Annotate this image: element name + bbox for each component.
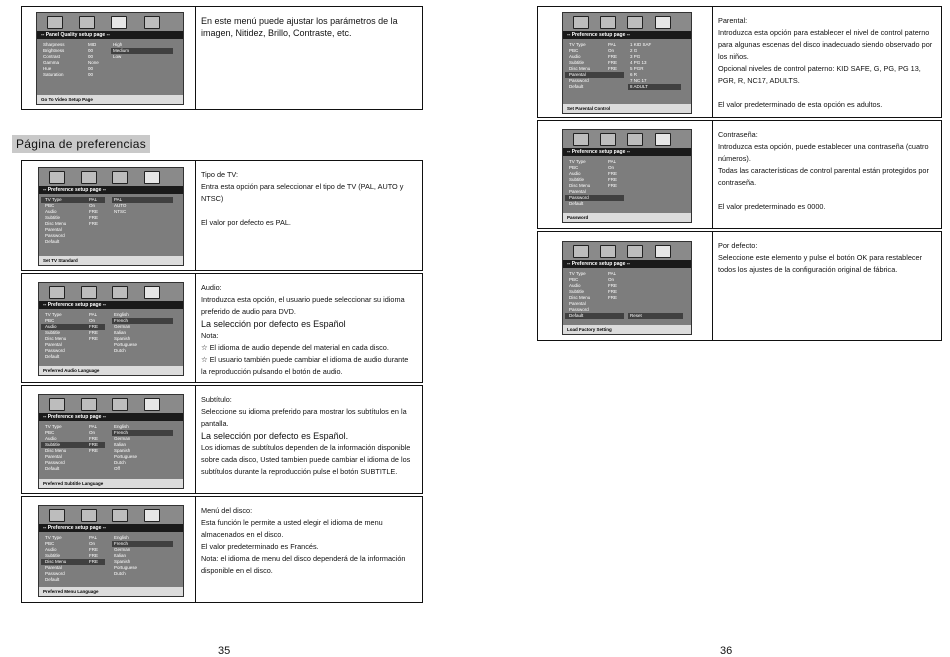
osd-setting-label: PBC	[45, 541, 55, 546]
osd-setting-label: TV Type	[569, 271, 586, 276]
osd-setting-value: FRE	[89, 336, 98, 341]
osd-icon-bar	[563, 13, 691, 31]
osd-option: English	[114, 312, 129, 317]
preference-setup-icon	[144, 171, 160, 184]
osd-setting-label: PBC	[45, 430, 55, 435]
osd-footer: Load Factory Setting	[563, 325, 691, 334]
item-line: Todas las características de control parental están protegidos por contraseña.	[718, 166, 929, 187]
osd-setting-value: FRE	[608, 283, 617, 288]
osd-option: 2 G	[630, 48, 638, 53]
osd-setting-label: PBC	[569, 165, 579, 170]
general-setup-icon	[49, 171, 65, 184]
item-line: Nota:	[201, 331, 219, 340]
osd-option: 6 R	[630, 72, 638, 77]
osd-setting-label: Audio	[45, 324, 57, 329]
osd-header: -- Preference setup page --	[563, 260, 691, 268]
item-line: El valor predeterminado es Francés.	[201, 542, 319, 551]
item-line: Entra esta opción para seleccionar el tipo de TV (PAL, AUTO y NTSC)	[201, 182, 404, 203]
osd-footer: Preferred Audio Language	[39, 366, 183, 375]
audio-setup-icon	[600, 16, 616, 29]
preference-setup-icon	[144, 509, 160, 522]
video-setup-icon	[112, 398, 128, 411]
osd-quality-screen	[36, 12, 184, 105]
osd-header: -- Preference setup page --	[39, 186, 183, 194]
osd-option: English	[114, 424, 129, 429]
osd-setting-label: Disc Menu	[45, 221, 67, 226]
osd-option: Portuguese	[114, 565, 138, 570]
osd-option: Portuguese	[114, 342, 138, 347]
subtitle-text	[195, 386, 422, 493]
page-36	[475, 0, 950, 657]
osd-setting-label: Contrast	[43, 54, 61, 59]
item-line: El valor predeterminado es 0000.	[718, 202, 826, 211]
osd-setting-label: Audio	[569, 54, 581, 59]
osd-option: French	[114, 430, 129, 435]
osd-setting-label: PBC	[45, 203, 55, 208]
osd-option: Dutch	[114, 571, 126, 576]
general-setup-icon	[573, 16, 589, 29]
osd-setting-label: Default	[45, 239, 60, 244]
osd-setting-label: Subtitle	[45, 330, 61, 335]
item-heading: Tipo de TV:	[201, 170, 239, 179]
preference-setup-icon	[144, 398, 160, 411]
osd-setting-label: Parental	[45, 565, 62, 570]
osd-option: PAL	[114, 197, 123, 202]
osd-audio-screen	[38, 282, 184, 376]
osd-option: Dutch	[114, 460, 126, 465]
audio-setup-icon	[81, 171, 97, 184]
osd-setting-label: Parental	[569, 72, 586, 77]
osd-option: Italian	[114, 442, 127, 447]
osd-setting-value: PAL	[608, 42, 617, 47]
general-setup-icon	[49, 286, 65, 299]
osd-setting-label: Password	[45, 348, 65, 353]
general-setup-icon	[573, 133, 589, 146]
item-heading: Por defecto:	[718, 241, 758, 250]
osd-icon-bar	[563, 242, 691, 260]
osd-disc-menu-screen	[38, 505, 184, 597]
osd-default-screen	[562, 241, 692, 335]
osd-icon-bar	[563, 130, 691, 148]
item-line: Esta función le permite a usted elegir el idioma de menu almacenados en el disco.	[201, 518, 383, 539]
default-row	[537, 231, 942, 341]
osd-setting-label: Default	[569, 201, 584, 206]
osd-option: Reset	[630, 313, 642, 318]
quality-text: En este menú puede ajustar los parámetros de la imagen, Nitidez, Brillo, Contraste, etc.	[201, 16, 398, 38]
osd-setting-label: Audio	[45, 547, 57, 552]
osd-setting-value: PAL	[608, 159, 617, 164]
osd-setting-value: PAL	[89, 197, 98, 202]
osd-setting-label: Parental	[45, 342, 62, 347]
osd-header: -- Preference setup page --	[563, 148, 691, 156]
item-heading: Parental:	[718, 16, 748, 25]
osd-setting-value: On	[89, 430, 96, 435]
osd-setting-value: FRE	[89, 448, 98, 453]
osd-setting-value: On	[89, 203, 96, 208]
osd-setting-value: FRE	[608, 66, 617, 71]
osd-setting-value: MID	[88, 42, 97, 47]
audio-setup-icon	[600, 133, 616, 146]
osd-option: German	[114, 436, 131, 441]
osd-setting-value: FRE	[89, 442, 98, 447]
video-setup-icon	[627, 16, 643, 29]
disc-menu-text	[195, 497, 422, 602]
osd-setting-value: FRE	[89, 221, 98, 226]
video-setup-icon	[111, 16, 127, 29]
item-line: Introduzca esta opción para establecer el nivel de control paterno para algunas escenas del disco inadecuado siendo observado por los niños.	[718, 28, 933, 61]
item-line	[718, 87, 935, 99]
preference-setup-icon	[655, 245, 671, 258]
osd-setting-value: 00	[88, 48, 94, 53]
osd-setting-label: Subtitle	[45, 215, 61, 220]
osd-option: Italian	[114, 553, 127, 558]
osd-setting-label: Audio	[569, 171, 581, 176]
osd-setting-value: 00	[88, 54, 94, 59]
osd-option: Spanish	[114, 336, 131, 341]
item-line: ☆ El idioma de audio depende del material en cada disco.	[201, 343, 389, 352]
osd-option: 4 PG 13	[630, 60, 647, 65]
osd-setting-label: Parental	[45, 454, 62, 459]
item-line: La selección por defecto es Español	[201, 319, 346, 329]
osd-parental-screen	[562, 12, 692, 114]
item-line: Seleccione este elemento y pulse el botón OK para restablecer todos los ajustes de la configuración original de fábrica.	[718, 253, 923, 274]
default-text	[712, 232, 941, 340]
osd-header: -- Preference setup page --	[39, 524, 183, 532]
video-setup-icon	[627, 133, 643, 146]
audio-setup-icon	[81, 286, 97, 299]
osd-setting-label: Password	[569, 78, 589, 83]
page-number-36: 36	[720, 645, 733, 657]
disc-menu-row	[21, 496, 423, 603]
osd-setting-value: FRE	[608, 60, 617, 65]
item-line: Seleccione su idioma preferido para mostrar los subtítulos en la pantalla.	[201, 407, 407, 428]
osd-setting-label: Hue	[43, 66, 52, 71]
osd-setting-label: Password	[45, 233, 65, 238]
osd-option: French	[114, 318, 129, 323]
osd-option: French	[114, 541, 129, 546]
osd-footer: Go To Video Setup Page	[37, 95, 183, 104]
osd-setting-label: Parental	[569, 301, 586, 306]
osd-option: High	[113, 42, 123, 47]
osd-setting-label: TV Type	[45, 312, 62, 317]
audio-setup-icon	[79, 16, 95, 29]
audio-setup-icon	[81, 398, 97, 411]
osd-setting-label: TV Type	[45, 424, 62, 429]
section-title: Página de preferencias	[12, 135, 150, 153]
osd-setting-value: On	[608, 48, 615, 53]
audio-setup-icon	[81, 509, 97, 522]
osd-setting-value: FRE	[608, 171, 617, 176]
osd-setting-label: Default	[45, 577, 60, 582]
osd-header: -- Preference setup page --	[563, 31, 691, 39]
osd-setting-label: TV Type	[569, 159, 586, 164]
osd-setting-label: Gamma	[43, 60, 60, 65]
osd-setting-value: PAL	[608, 271, 617, 276]
item-line: Opcional niveles de control paterno: KID SAFE, G, PG, PG 13, PGR, R, NC17, ADULTS.	[718, 64, 921, 85]
osd-setting-value: FRE	[608, 183, 617, 188]
osd-setting-value: FRE	[608, 289, 617, 294]
osd-setting-value: PAL	[89, 424, 98, 429]
osd-setting-value: FRE	[89, 330, 98, 335]
osd-setting-value: On	[608, 277, 615, 282]
osd-setting-label: Audio	[569, 283, 581, 288]
audio-row	[21, 273, 423, 383]
osd-setting-value: PAL	[89, 312, 98, 317]
osd-tv-type-screen	[38, 167, 184, 266]
video-setup-icon	[112, 171, 128, 184]
general-setup-icon	[49, 398, 65, 411]
osd-setting-label: TV Type	[45, 197, 62, 202]
osd-setting-label: Parental	[569, 189, 586, 194]
osd-setting-value: FRE	[89, 436, 98, 441]
osd-setting-value: FRE	[89, 553, 98, 558]
osd-setting-value: FRE	[608, 54, 617, 59]
video-setup-icon	[112, 509, 128, 522]
osd-setting-label: Disc Menu	[569, 183, 591, 188]
item-line: La selección por defecto es Español.	[201, 431, 349, 441]
general-setup-icon	[49, 509, 65, 522]
osd-setting-value: FRE	[89, 547, 98, 552]
osd-setting-label: Subtitle	[569, 60, 585, 65]
osd-footer: Preferred Subtitle Language	[39, 479, 183, 488]
item-line: Introduzca esta opción, puede establecer una contraseña (cuatro números).	[718, 142, 929, 163]
osd-footer: Password	[563, 213, 691, 222]
parental-row	[537, 6, 942, 118]
item-heading: Contraseña:	[718, 130, 758, 139]
subtitle-row	[21, 385, 423, 494]
item-line: El valor por defecto es PAL.	[201, 218, 291, 227]
osd-setting-label: Audio	[45, 209, 57, 214]
osd-setting-label: TV Type	[569, 42, 586, 47]
password-row	[537, 120, 942, 229]
osd-setting-label: Default	[569, 313, 584, 318]
osd-setting-label: Default	[45, 466, 60, 471]
osd-option: 3 PG	[630, 54, 641, 59]
osd-footer: Set Parental Control	[563, 104, 691, 113]
preference-setup-icon	[655, 16, 671, 29]
osd-setting-label: Disc Menu	[569, 295, 591, 300]
osd-password-screen	[562, 129, 692, 223]
video-setup-icon	[627, 245, 643, 258]
osd-setting-value: FRE	[89, 215, 98, 220]
osd-option: German	[114, 324, 131, 329]
osd-setting-label: Subtitle	[45, 442, 61, 447]
osd-option: 7 NC 17	[630, 78, 647, 83]
osd-icon-bar	[39, 395, 183, 413]
osd-setting-value: FRE	[89, 324, 98, 329]
osd-setting-value: FRE	[608, 295, 617, 300]
item-line: ☆ El usuario también puede cambiar el idioma de audio durante la reproducción pulsando el botón de audio.	[201, 355, 409, 376]
osd-setting-value: FRE	[89, 209, 98, 214]
item-line	[201, 205, 416, 217]
item-line: Los idiomas de subtítulos dependen de la información disponible sobre cada disco, Usted tambien puede cambiar el idioma de los subtítulos durante la reproducción pulse el botón SUBTITLE.	[201, 443, 411, 476]
osd-icon-bar	[37, 13, 183, 31]
quality-row	[21, 6, 423, 110]
general-setup-icon	[573, 245, 589, 258]
preference-setup-icon	[144, 286, 160, 299]
osd-setting-value: FRE	[89, 559, 98, 564]
parental-text	[712, 7, 941, 117]
osd-footer: Preferred Menu Language	[39, 587, 183, 596]
osd-setting-label: Default	[569, 84, 584, 89]
osd-setting-value: 00	[88, 72, 94, 77]
osd-option: Low	[113, 54, 122, 59]
osd-option: German	[114, 547, 131, 552]
tv-type-row	[21, 160, 423, 271]
osd-option: Portuguese	[114, 454, 138, 459]
general-setup-icon	[47, 16, 63, 29]
video-setup-icon	[112, 286, 128, 299]
osd-setting-label: Disc Menu	[45, 336, 67, 341]
audio-text	[195, 274, 422, 382]
osd-icon-bar	[39, 168, 183, 186]
osd-setting-value: On	[89, 318, 96, 323]
item-heading: Subtítulo:	[201, 395, 232, 404]
osd-setting-value: FRE	[608, 177, 617, 182]
osd-option: English	[114, 535, 129, 540]
osd-setting-value: None	[88, 60, 99, 65]
osd-setting-label: Password	[45, 460, 65, 465]
preference-setup-icon	[655, 133, 671, 146]
osd-option: Spanish	[114, 559, 131, 564]
osd-setting-label: TV Type	[45, 535, 62, 540]
osd-setting-label: Audio	[45, 436, 57, 441]
osd-option: Italian	[114, 330, 127, 335]
item-line	[718, 189, 935, 201]
osd-option: Dutch	[114, 348, 126, 353]
item-line: El valor predeterminado de esta opción es adultos.	[718, 100, 883, 109]
preference-setup-icon	[144, 16, 160, 29]
osd-option: AUTO	[114, 203, 127, 208]
osd-setting-value: On	[608, 165, 615, 170]
osd-icon-bar	[39, 506, 183, 524]
osd-setting-value: PAL	[89, 535, 98, 540]
osd-setting-value: On	[89, 541, 96, 546]
osd-setting-label: Sharpness	[43, 42, 65, 47]
osd-setting-label: Password	[569, 307, 589, 312]
osd-header: -- Preference setup page --	[39, 301, 183, 309]
audio-setup-icon	[600, 245, 616, 258]
item-line: Nota: el idioma de menu del disco dependerá de la información disponible en el disco.	[201, 554, 406, 575]
osd-subtitle-screen	[38, 394, 184, 489]
osd-option: Off	[114, 466, 120, 471]
osd-setting-label: PBC	[569, 277, 579, 282]
item-line: Introduzca esta opción, el usuario puede seleccionar su idioma preferido de audio para DVD.	[201, 295, 405, 316]
osd-header: -- Preference setup page --	[39, 413, 183, 421]
osd-header: -- Panel Quality setup page --	[37, 31, 183, 39]
osd-option: 5 PGR	[630, 66, 644, 71]
osd-icon-bar	[39, 283, 183, 301]
item-heading: Menú del disco:	[201, 506, 253, 515]
osd-option: Spanish	[114, 448, 131, 453]
osd-setting-label: Saturation	[43, 72, 64, 77]
osd-setting-label: Brightness	[43, 48, 65, 53]
osd-setting-label: Disc Menu	[45, 559, 67, 564]
password-text	[712, 121, 941, 228]
osd-footer: Set TV Standard	[39, 256, 183, 265]
osd-setting-label: Disc Menu	[45, 448, 67, 453]
osd-setting-label: Subtitle	[45, 553, 61, 558]
osd-setting-label: PBC	[569, 48, 579, 53]
osd-setting-label: Parental	[45, 227, 62, 232]
osd-option: 1 KID SAF	[630, 42, 652, 47]
osd-setting-label: PBC	[45, 318, 55, 323]
osd-setting-label: Default	[45, 354, 60, 359]
osd-setting-label: Password	[569, 195, 589, 200]
page-number-35: 35	[218, 645, 231, 657]
osd-setting-label: Password	[45, 571, 65, 576]
osd-option: 8 ADULT	[630, 84, 648, 89]
osd-setting-value: 00	[88, 66, 94, 71]
osd-setting-label: Subtitle	[569, 289, 585, 294]
osd-option: Medium	[113, 48, 130, 53]
item-heading: Audio:	[201, 283, 222, 292]
osd-setting-label: Disc Menu	[569, 66, 591, 71]
tv-type-text	[195, 161, 422, 270]
osd-setting-label: Subtitle	[569, 177, 585, 182]
osd-option: NTSC	[114, 209, 127, 214]
